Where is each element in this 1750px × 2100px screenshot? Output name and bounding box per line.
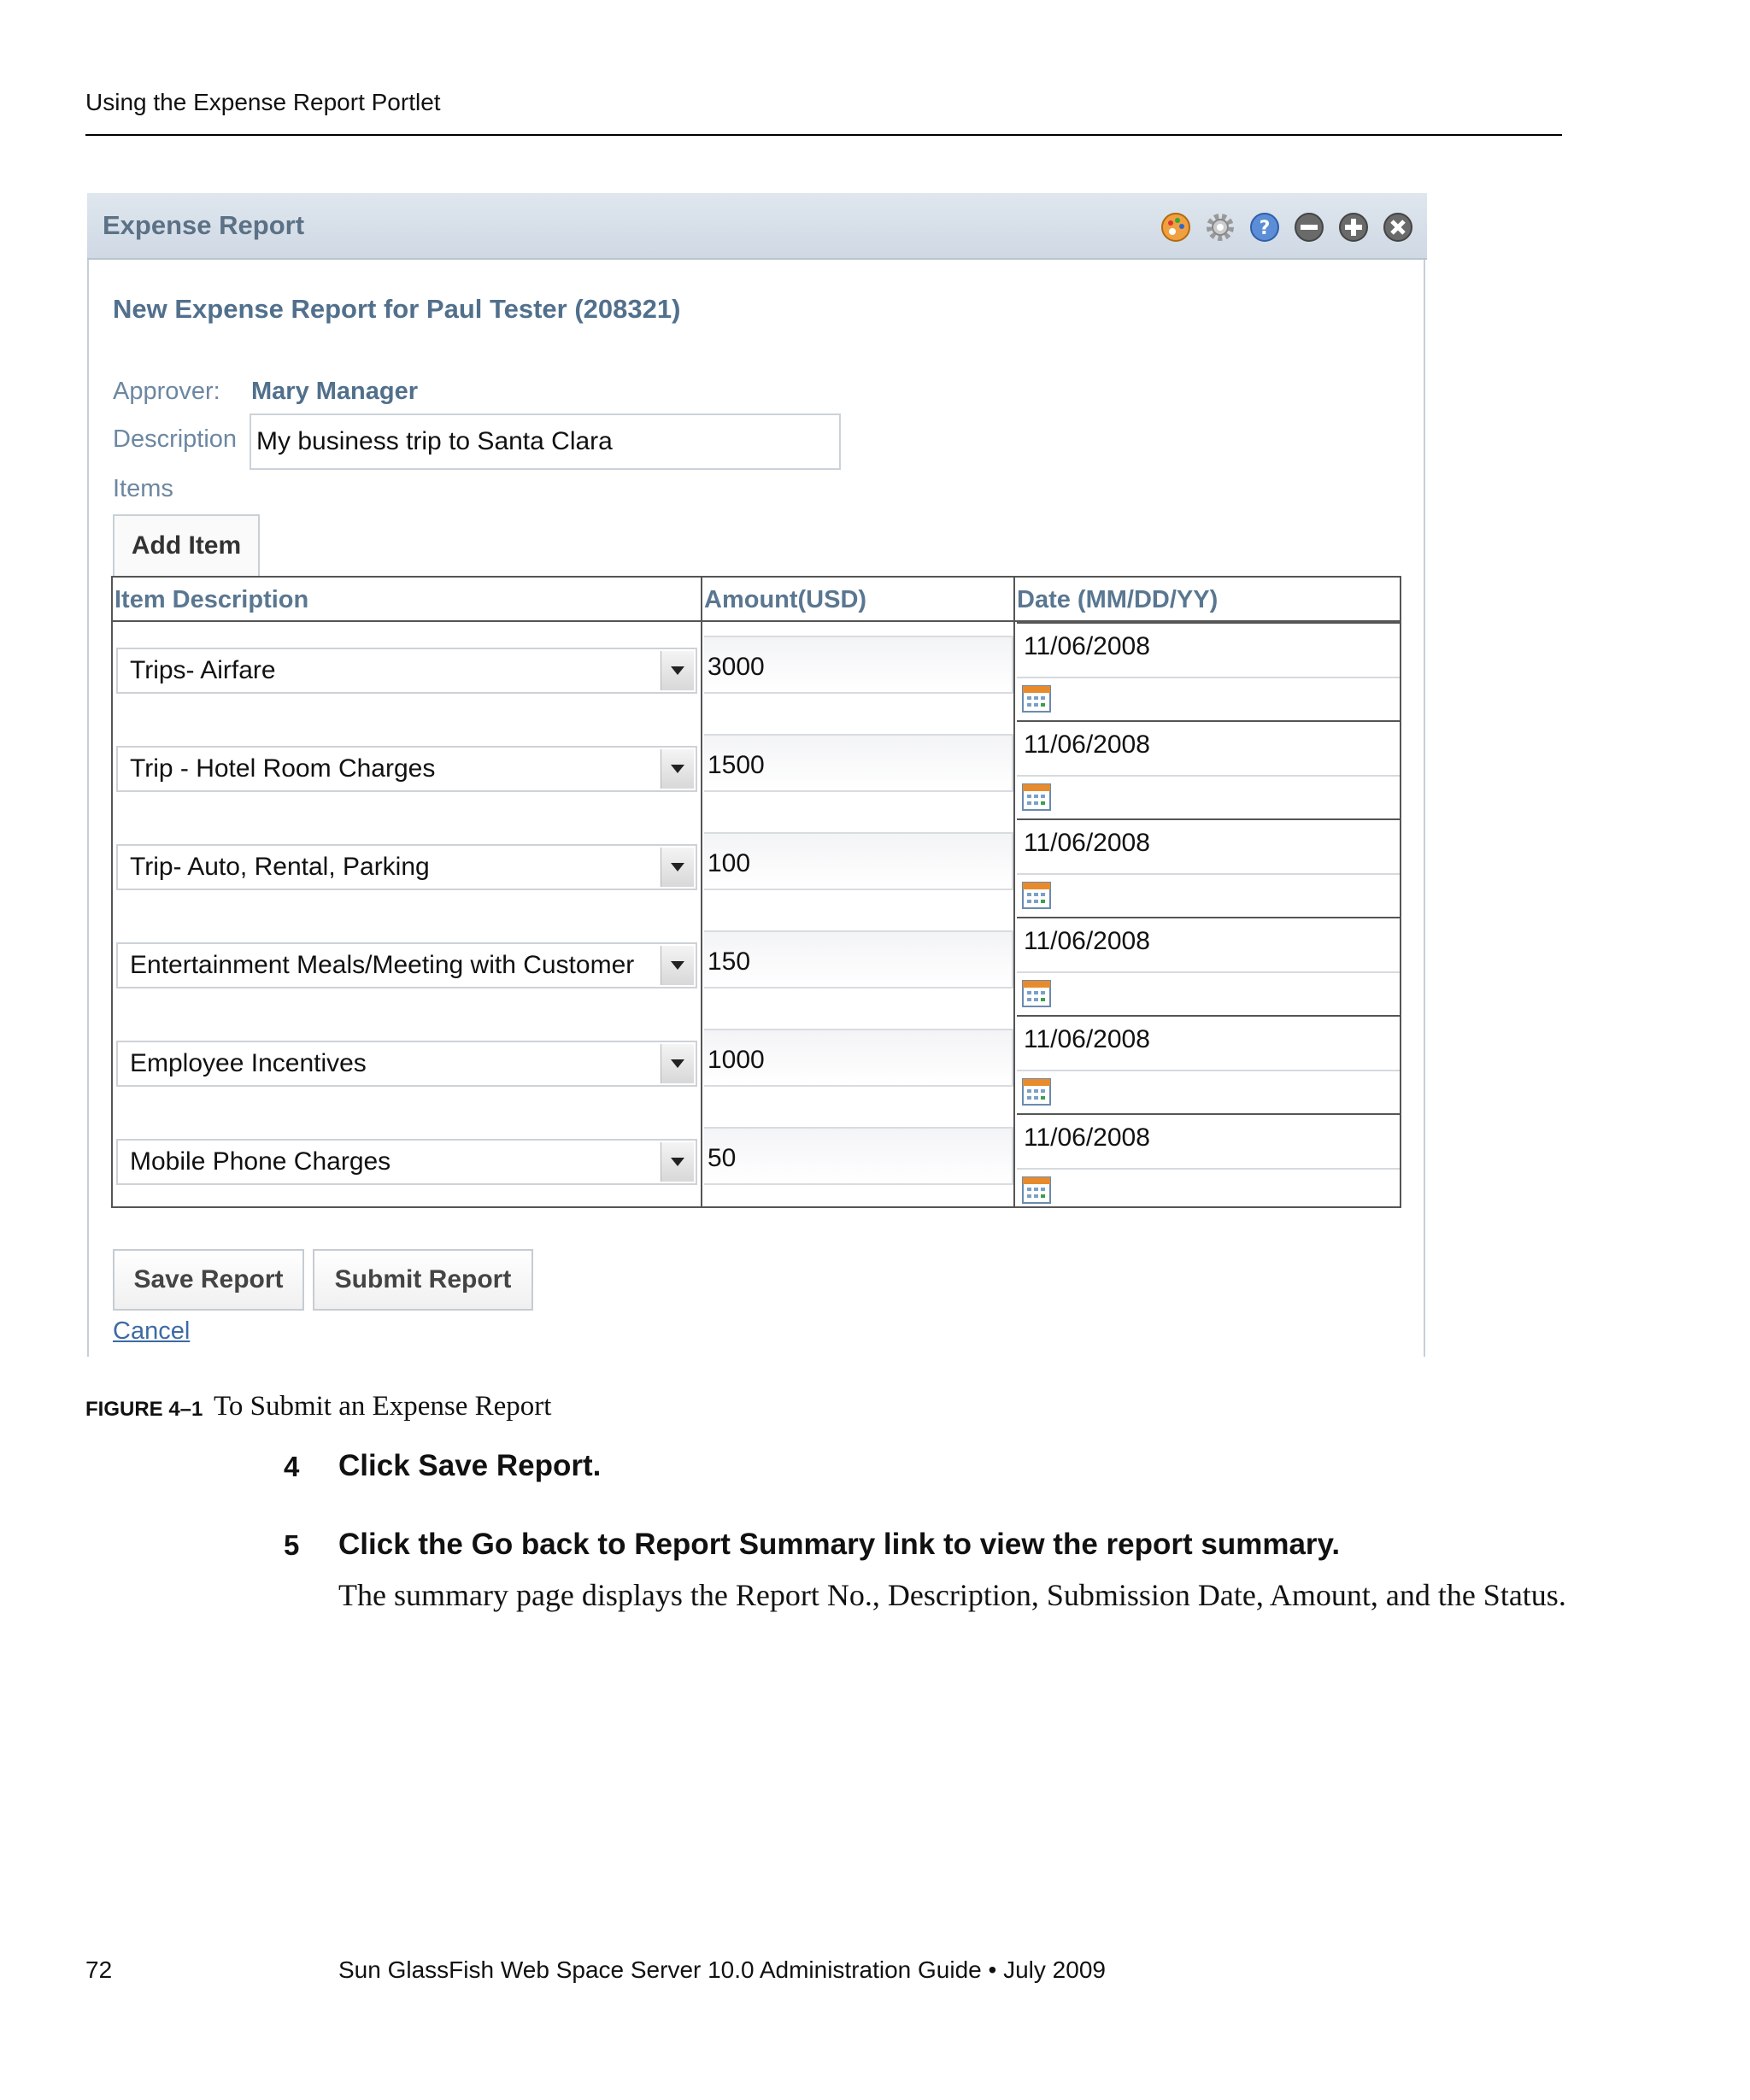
cancel-link[interactable]: Cancel: [113, 1317, 191, 1345]
items-table: [111, 576, 1401, 1208]
item-type-select[interactable]: [116, 648, 697, 694]
chevron-down-icon[interactable]: [661, 749, 694, 789]
amount-input[interactable]: [704, 1029, 1013, 1087]
save-report-button[interactable]: Save Report: [113, 1249, 304, 1311]
item-type-value: Trip- Auto, Rental, Parking: [130, 853, 430, 881]
date-value: 11/06/2008: [1024, 1025, 1150, 1053]
calendar-icon[interactable]: [1022, 882, 1051, 909]
palette-icon[interactable]: [1159, 210, 1193, 244]
footer-title: Sun GlassFish Web Space Server 10.0 Administration Guide • July 2009: [338, 1956, 1106, 1983]
step-number: 5: [284, 1529, 300, 1561]
item-type-select[interactable]: [116, 1041, 697, 1087]
date-value: 11/06/2008: [1024, 730, 1150, 759]
date-input[interactable]: [1017, 1015, 1400, 1071]
item-type-value: Trip - Hotel Room Charges: [130, 754, 436, 783]
item-type-select[interactable]: [116, 746, 697, 792]
calendar-icon[interactable]: [1022, 685, 1051, 713]
item-type-value: Employee Incentives: [130, 1049, 367, 1077]
chevron-down-icon[interactable]: [661, 946, 694, 985]
gear-icon[interactable]: [1203, 210, 1237, 244]
amount-value: 1000: [708, 1046, 765, 1074]
portlet-titlebar: [87, 193, 1427, 260]
items-label: Items: [113, 475, 173, 502]
date-value: 11/06/2008: [1024, 829, 1150, 857]
date-value: 11/06/2008: [1024, 632, 1150, 660]
date-input[interactable]: [1017, 622, 1400, 678]
amount-value: 1500: [708, 751, 765, 779]
close-icon[interactable]: [1381, 210, 1415, 244]
add-item-button[interactable]: Add Item: [113, 514, 260, 576]
item-type-value: Mobile Phone Charges: [130, 1147, 391, 1176]
item-type-value: Trips- Airfare: [130, 656, 276, 684]
help-icon[interactable]: [1248, 210, 1282, 244]
header-rule: [85, 134, 1562, 136]
amount-value: 3000: [708, 653, 765, 681]
form-title: New Expense Report for Paul Tester (208321): [113, 294, 681, 324]
calendar-icon[interactable]: [1022, 1176, 1051, 1204]
expense-report-portlet: [87, 193, 1427, 1357]
amount-input[interactable]: [704, 832, 1013, 890]
calendar-icon[interactable]: [1022, 1078, 1051, 1106]
portlet-title: Expense Report: [103, 210, 305, 240]
submit-report-button[interactable]: Submit Report: [313, 1249, 533, 1311]
chevron-down-icon[interactable]: [661, 848, 694, 887]
table-row: [113, 622, 1400, 720]
step-text: Click the Go back to Report Summary link to view the report summary.: [338, 1528, 1341, 1561]
table-row: [113, 818, 1400, 917]
calendar-icon[interactable]: [1022, 783, 1051, 811]
approver-label: Approver:: [113, 378, 220, 405]
col-header-item: Item Description: [115, 586, 309, 613]
chevron-down-icon[interactable]: [661, 651, 694, 690]
date-input[interactable]: [1017, 1113, 1400, 1170]
minimize-icon[interactable]: [1292, 210, 1326, 244]
col-header-date: Date (MM/DD/YY): [1017, 586, 1219, 613]
step-text: Click Save Report.: [338, 1449, 602, 1482]
svg-text:?: ?: [1259, 218, 1271, 239]
chevron-down-icon[interactable]: [661, 1142, 694, 1182]
amount-input[interactable]: [704, 930, 1013, 988]
approver-value: Mary Manager: [251, 378, 419, 405]
table-row: [113, 1113, 1400, 1211]
step-number: 4: [284, 1451, 300, 1482]
item-type-select[interactable]: [116, 942, 697, 988]
date-input[interactable]: [1017, 720, 1400, 777]
portlet-controls: [1159, 210, 1415, 244]
item-type-select[interactable]: [116, 844, 697, 890]
table-row: [113, 917, 1400, 1015]
col-header-amount: Amount(USD): [704, 586, 867, 613]
table-row: [113, 720, 1400, 818]
date-input[interactable]: [1017, 917, 1400, 973]
date-input[interactable]: [1017, 818, 1400, 875]
figure-label: FIGURE 4–1: [85, 1398, 203, 1421]
maximize-icon[interactable]: [1336, 210, 1371, 244]
running-header: Using the Expense Report Portlet: [85, 89, 441, 115]
figure-caption: To Submit an Expense Report: [214, 1391, 552, 1422]
calendar-icon[interactable]: [1022, 980, 1051, 1007]
table-row: [113, 1015, 1400, 1113]
amount-input[interactable]: [704, 1127, 1013, 1185]
description-input[interactable]: [250, 414, 841, 470]
amount-value: 50: [708, 1144, 737, 1172]
step-body: The summary page displays the Report No., Description, Submission Date, Amount, and the Status.: [338, 1578, 1566, 1612]
amount-value: 150: [708, 947, 751, 976]
page-number: 72: [85, 1956, 113, 1983]
date-value: 11/06/2008: [1024, 1123, 1150, 1152]
description-label: Description: [113, 425, 238, 453]
item-type-select[interactable]: [116, 1139, 697, 1185]
amount-value: 100: [708, 849, 751, 877]
date-value: 11/06/2008: [1024, 927, 1150, 955]
amount-input[interactable]: [704, 734, 1013, 792]
amount-input[interactable]: [704, 636, 1013, 694]
item-type-value: Entertainment Meals/Meeting with Customer: [130, 951, 635, 979]
chevron-down-icon[interactable]: [661, 1044, 694, 1083]
